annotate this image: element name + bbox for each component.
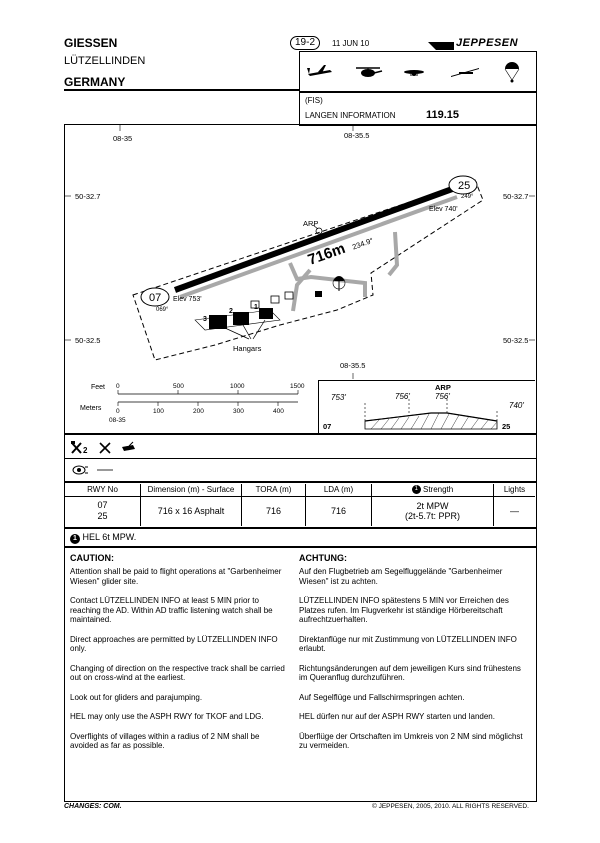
services-svg — [71, 440, 151, 454]
bldg-label-3: 3 — [203, 316, 207, 323]
ultralight-icon — [404, 70, 424, 76]
airfield-name: LÜTZELLINDEN — [64, 55, 146, 67]
strength-cell — [372, 496, 494, 526]
caution-de-para: LÜTZELLINDEN INFO spätestens 5 MIN vor Erreichen des Platzes rufen. Im Flugverkehr ist ständige Hörbereitschaft aufrechtzuerhalten. — [299, 596, 509, 624]
profile-elev-2: 756' — [395, 392, 410, 401]
comm-name: LANGEN INFORMATION — [305, 111, 396, 120]
caution-en-para: Overflights of villages within a radius of 2 NM shall be avoided as far as possible. — [70, 731, 260, 750]
parachute-icon — [505, 62, 519, 83]
profile-elev-3: 756' — [435, 392, 450, 401]
elev-west: Elev 753' — [173, 296, 202, 303]
runway-strip — [180, 197, 457, 297]
rule — [64, 433, 536, 435]
lat-lower-right: 50-32.5 — [503, 336, 529, 345]
publisher: JEPPESEN — [456, 37, 519, 49]
caution-en-para: Look out for gliders and parajumping. — [70, 692, 203, 702]
strength-value: 2t MPW — [416, 501, 449, 512]
note-1-badge: 1 — [70, 534, 80, 544]
rule — [64, 481, 536, 483]
arp-label: ARP — [303, 219, 319, 228]
meter-tick: 200 — [193, 408, 204, 415]
copyright: © JEPPESEN, 2005, 2010. ALL RIGHTS RESERVED. — [372, 803, 529, 810]
changes-note: CHANGES: COM. — [64, 803, 122, 810]
comm-box — [299, 91, 537, 126]
elev-east: Elev 740' — [429, 206, 458, 213]
caution-en-para: Changing of direction on the respective track shall be carried out on cross-wind at the earliest. — [70, 663, 285, 682]
profile-end-07: 07 — [323, 422, 332, 431]
col-tora: TORA (m) — [242, 484, 306, 496]
rwy-25: 25 — [97, 511, 108, 522]
col-dimension: Dimension (m) - Surface — [141, 484, 242, 496]
caution-en-para: HEL may only use the ASPH RWY for TKOF and LDG. — [70, 712, 264, 721]
rwy-07: 07 — [97, 500, 108, 511]
chart-number: 19-2 — [290, 36, 320, 50]
rwy-25-number: 25 — [458, 180, 471, 192]
lat-lower-left: 50-32.5 — [75, 336, 101, 345]
rule — [64, 527, 536, 529]
note-1-icon: 1 — [412, 485, 421, 494]
caution-en-para: Attention shall be paid to flight operations at "Garbenheimer Wiesen" glider site. — [70, 567, 282, 586]
profile-svg — [319, 381, 535, 434]
helicopter-icon — [356, 68, 382, 77]
hangar-2 — [233, 312, 249, 325]
meter-tick: 300 — [233, 408, 244, 415]
caution-de-para: Direktanflüge nur mit Zustimmung von LÜTZELLINDEN INFO erlaubt. — [299, 634, 517, 653]
bldg-black — [315, 291, 322, 297]
strength-ppr: (2t-5.7t: PPR) — [404, 511, 460, 522]
lon-lower: 08-35.5 — [340, 361, 366, 370]
comm-note: (FIS) — [305, 96, 323, 105]
runway-table — [65, 484, 535, 526]
fire-fighting-icon — [100, 443, 110, 453]
feet-tick: 0 — [116, 383, 120, 390]
activity-icons — [299, 51, 537, 93]
lighting-svg — [71, 464, 121, 476]
hangars-label: Hangars — [233, 344, 262, 353]
feet-tick: 1000 — [230, 383, 245, 390]
caution-de-para: Richtungsänderungen auf dem jeweiligen Kurs sind frühestens im Queranflug durchzuführen. — [299, 663, 521, 682]
airport-city: GIESSEN — [64, 36, 118, 50]
caution-de-para: Auf Segelflüge und Fallschirmspringen achten. — [299, 692, 465, 702]
service-code: 2 — [83, 446, 88, 454]
lon-left: 08-35 — [113, 134, 133, 143]
glider-icon — [451, 68, 479, 77]
caution-de-para: Auf den Flugbetrieb am Segelfluggelände "Garbenheimer Wiesen" ist zu achten. — [299, 567, 503, 586]
col-strength — [372, 484, 494, 496]
beacon-icon — [73, 466, 88, 474]
profile-elev-1: 753' — [331, 393, 346, 402]
runway-profile — [318, 380, 535, 434]
caution-title: CAUTION: — [70, 553, 114, 563]
dimension-cell: 716 x 16 Asphalt — [141, 496, 242, 526]
tora-cell: 716 — [242, 496, 306, 526]
caution-english — [70, 553, 285, 761]
caution-en-para: Direct approaches are permitted by LÜTZELLINDEN INFO only. — [70, 634, 278, 653]
lights-cell: — — [510, 506, 519, 517]
comm-frequency: 119.15 — [426, 109, 460, 121]
rwy-25-bearing: 249° — [461, 194, 474, 200]
scale-bar — [65, 380, 315, 425]
jeppesen-logo-icon — [428, 37, 454, 45]
caution-de-para: HEL dürfen nur auf der ASPH RWY starten und landen. — [299, 712, 495, 721]
lighting-row — [71, 463, 121, 481]
hangar-3 — [209, 315, 227, 329]
lon-right: 08-35.5 — [344, 131, 370, 140]
col-lights: Lights — [503, 485, 526, 495]
chart-date: 11 JUN 10 — [332, 39, 370, 48]
activity-icons-svg — [300, 52, 536, 92]
feet-tick: 1500 — [290, 383, 305, 390]
rule — [64, 546, 536, 548]
runway — [175, 188, 455, 290]
caution-de-para: Überflüge der Ortschaften im Umkreis von 2 NM sind möglichst zu vermeiden. — [299, 731, 523, 750]
hangar-1 — [259, 308, 273, 319]
profile-elev-4: 740' — [509, 401, 524, 410]
feet-label: Feet — [91, 384, 106, 391]
arp-marker — [316, 228, 322, 234]
bldg-label-1: 1 — [254, 304, 258, 311]
bldg-e — [271, 296, 279, 303]
services-row — [71, 440, 151, 454]
meters-label: Meters — [80, 405, 102, 412]
profile-arp: ARP — [435, 383, 451, 392]
lat-upper-left: 50-32.7 — [75, 192, 101, 201]
meter-tick: 0 — [116, 408, 120, 415]
col-rwy: RWY No — [65, 484, 141, 496]
airplane-icon — [307, 65, 332, 76]
col-lda: LDA (m) — [306, 484, 372, 496]
caution-en-para: Contact LÜTZELLINDEN INFO at least 5 MIN prior to reaching the AD. Within AD traffic listening watch shall be maintained. — [70, 596, 273, 624]
rwy-07-number: 07 — [149, 292, 162, 304]
meter-tick: 100 — [153, 408, 164, 415]
caution-german — [299, 553, 527, 761]
bldg-t — [285, 292, 293, 299]
lat-upper-right: 50-32.7 — [503, 192, 529, 201]
lda-cell: 716 — [306, 496, 372, 526]
meter-tick: 400 — [273, 408, 284, 415]
feet-tick: 500 — [173, 383, 184, 390]
country: GERMANY — [64, 75, 126, 89]
rwy-cell — [65, 496, 141, 526]
rule — [64, 458, 536, 459]
rwy-07-bearing: 069° — [156, 307, 169, 313]
note-row — [70, 532, 136, 544]
bldg-label-2: 2 — [229, 308, 233, 315]
rwy-bearing: 234.9° — [351, 235, 375, 252]
fuel-icon — [122, 442, 135, 451]
lon-bottom: 08-35 — [109, 417, 126, 424]
rwy-length: 716m — [305, 239, 348, 269]
profile-end-25: 25 — [502, 422, 511, 431]
achtung-title: ACHTUNG: — [299, 553, 347, 563]
col-strength-label: Strength — [422, 485, 454, 495]
header-rule — [64, 89, 299, 91]
runway-data-table — [65, 484, 535, 526]
note-text: HEL 6t MPW. — [82, 532, 137, 542]
repair-tools-icon — [71, 441, 81, 453]
